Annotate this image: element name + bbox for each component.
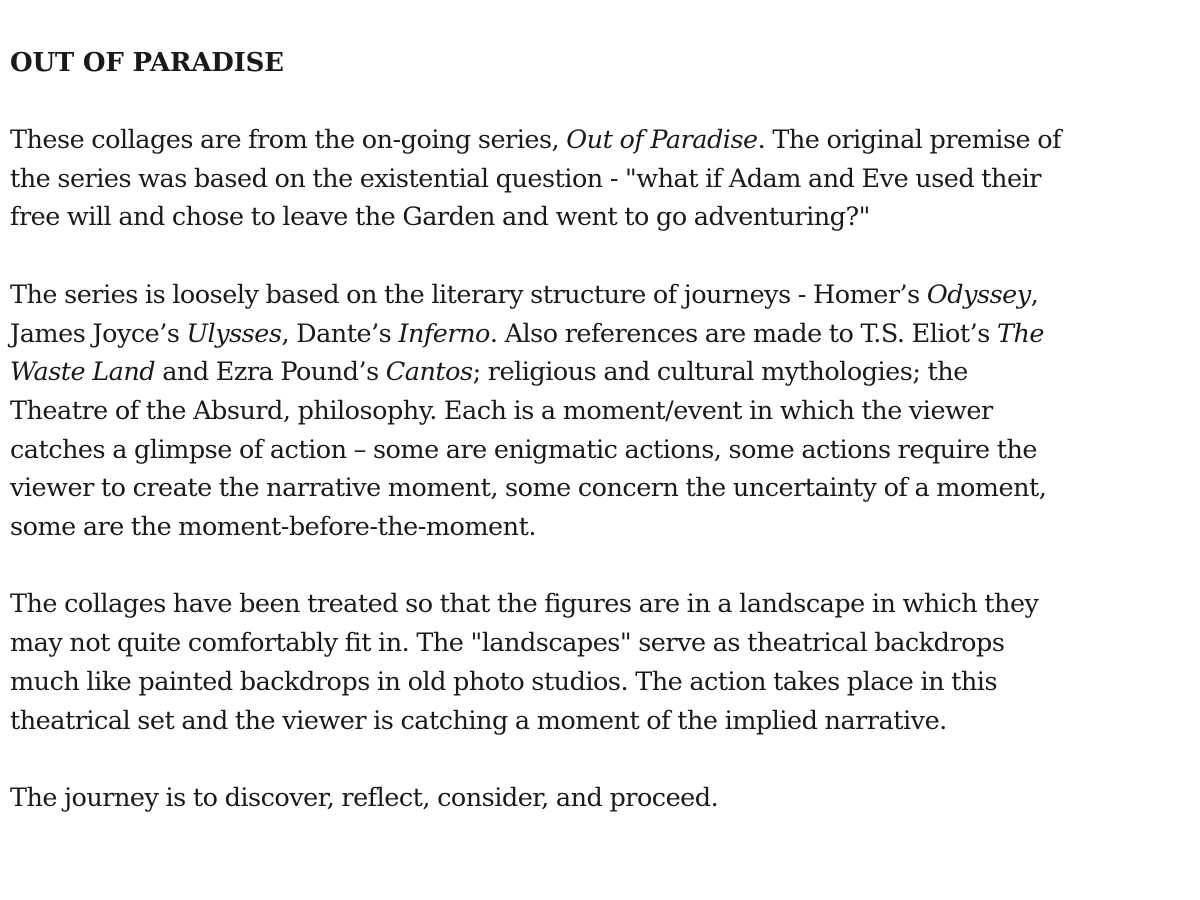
- text-run: ; religious and cultural mythologies; the: [472, 357, 968, 388]
- paragraph-literary-structure: [10, 276, 1196, 547]
- document-title: OUT OF PARADISE: [10, 48, 284, 78]
- text-run: . Also references are made to T.S. Eliot’s: [489, 318, 997, 349]
- paragraph-landscapes: [10, 585, 1196, 740]
- text-line: the series was based on the existential question - "what if Adam and Eve used their: [10, 163, 1041, 194]
- text-line: The journey is to discover, reflect, consider, and proceed.: [10, 782, 719, 813]
- text-line: catches a glimpse of action – some are enigmatic actions, some actions require the: [10, 434, 1037, 465]
- text-run: James Joyce’s: [10, 318, 187, 349]
- text-line: [10, 276, 1196, 315]
- work-title-italic: The: [996, 318, 1044, 349]
- text-line: Theatre of the Absurd, philosophy. Each is a moment/event in which the viewer: [10, 395, 993, 426]
- work-title-italic: Ulysses: [186, 318, 282, 349]
- text-run: The series is loosely based on the literary structure of journeys - Homer’s: [10, 279, 927, 310]
- text-run: , Dante’s: [281, 318, 399, 349]
- text-run: ,: [1030, 279, 1039, 310]
- work-title-italic: Waste Land: [10, 357, 156, 388]
- text-line: The collages have been treated so that the figures are in a landscape in which they: [10, 589, 1039, 620]
- text-run: . The original premise of: [757, 125, 1062, 155]
- text-line: much like painted backdrops in old photo studios. The action takes place in this: [10, 666, 998, 697]
- text-line: [10, 315, 1196, 354]
- text-line: theatrical set and the viewer is catching a moment of the implied narrative.: [10, 705, 947, 736]
- document-page: [10, 44, 1196, 856]
- work-title-italic: Inferno: [398, 318, 490, 349]
- text-run: and Ezra Pound’s: [155, 357, 386, 388]
- paragraph-journey: [10, 779, 1196, 818]
- text-line: some are the moment-before-the-moment.: [10, 512, 536, 543]
- paragraph-series-intro: [10, 121, 1196, 237]
- text-line: free will and chose to leave the Garden and went to go adventuring?": [10, 202, 870, 233]
- work-title-italic: Odyssey: [926, 279, 1031, 310]
- series-title-italic: Out of Paradise: [566, 125, 758, 155]
- text-run: These collages are from the on-going series,: [10, 125, 567, 155]
- text-line: [10, 353, 1196, 392]
- text-line: may not quite comfortably fit in. The "landscapes" serve as theatrical backdrops: [10, 628, 1005, 659]
- text-line: viewer to create the narrative moment, some concern the uncertainty of a moment,: [10, 473, 1047, 504]
- text-line: [10, 121, 1196, 160]
- work-title-italic: Cantos: [385, 357, 473, 388]
